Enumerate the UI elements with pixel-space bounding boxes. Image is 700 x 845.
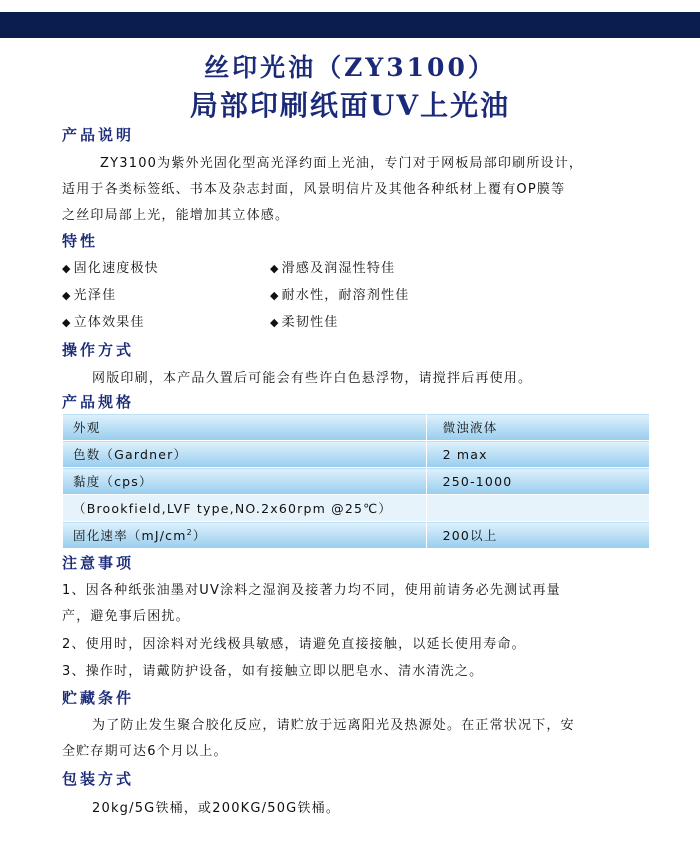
spec-label: 黏度（cps） <box>63 468 427 495</box>
spec-value: 微浊液体 <box>426 414 649 441</box>
diamond-bullet-icon: ◆ <box>270 262 280 275</box>
spec-value: 200以上 <box>426 522 649 549</box>
feature-item: ◆ 光泽佳 <box>62 288 117 303</box>
diamond-bullet-icon: ◆ <box>270 289 280 302</box>
table-row <box>63 414 650 441</box>
description-line-2: 适用于各类标签纸、书本及杂志封面，风景明信片及其他各种纸材上覆有OP膜等 <box>62 182 566 197</box>
spec-label: （Brookfield,LVF type,NO.2x60rpm @25℃） <box>63 495 427 522</box>
top-banner <box>0 12 700 38</box>
diamond-bullet-icon: ◆ <box>270 316 280 329</box>
table-row <box>63 495 650 522</box>
spec-table <box>62 413 650 549</box>
section-heading-features: 特性 <box>62 232 99 250</box>
notes-line-3: 2、使用时，因涂料对光线极具敏感，请避免直接接触，以延长使用寿命。 <box>62 637 526 652</box>
table-row <box>63 522 650 549</box>
notes-line-1: 1、因各种纸张油墨对UV涂料之湿润及接著力均不同，使用前请务必先测试再量 <box>62 583 561 598</box>
title-line-2: 局部印刷纸面UV上光油 <box>189 89 511 122</box>
spec-value <box>426 495 649 522</box>
feature-item: ◆ 柔韧性佳 <box>270 315 339 330</box>
notes-line-2: 产，避免事后困扰。 <box>62 609 190 624</box>
section-heading-packaging: 包装方式 <box>62 770 135 788</box>
feature-item: ◆ 固化速度极快 <box>62 261 159 276</box>
table-row <box>63 468 650 495</box>
operation-text: 网版印刷，本产品久置后可能会有些许白色悬浮物，请搅拌后再使用。 <box>92 371 533 386</box>
storage-line-2: 全贮存期可达6个月以上。 <box>62 744 228 759</box>
feature-item: ◆ 滑感及润湿性特佳 <box>270 261 396 276</box>
description-line-1: ZY3100为紫外光固化型高光泽约面上光油，专门对于网板局部印刷所设计， <box>100 156 584 171</box>
description-line-3: 之丝印局部上光，能增加其立体感。 <box>62 208 290 223</box>
title-line-1: 丝印光油（ZY3100） <box>204 53 496 82</box>
spec-label: 固化速率$(mJ/cm^2)$ <box>63 522 427 549</box>
section-heading-notes: 注意事项 <box>62 554 135 572</box>
packaging-text: 20kg/5G铁桶，或200KG/50G铁桶。 <box>92 801 341 816</box>
spec-label: 外观 <box>63 414 427 441</box>
feature-item: ◆ 耐水性，耐溶剂性佳 <box>270 288 410 303</box>
spec-value: 2 max <box>426 441 649 468</box>
section-heading-storage: 贮藏条件 <box>62 689 135 707</box>
storage-line-1: 为了防止发生聚合胶化反应，请贮放于远离阳光及热源处。在正常状况下，安 <box>92 718 575 733</box>
section-heading-description: 产品说明 <box>62 126 135 144</box>
section-heading-specs: 产品规格 <box>62 393 135 411</box>
spec-label: 色数（Gardner） <box>63 441 427 468</box>
diamond-bullet-icon: ◆ <box>62 316 72 329</box>
diamond-bullet-icon: ◆ <box>62 289 72 302</box>
notes-line-4: 3、操作时，请戴防护设备，如有接触立即以肥皂水、清水清洗之。 <box>62 664 484 679</box>
spec-value: 250-1000 <box>426 468 649 495</box>
feature-item: ◆ 立体效果佳 <box>62 315 145 330</box>
section-heading-operation: 操作方式 <box>62 341 135 359</box>
diamond-bullet-icon: ◆ <box>62 262 72 275</box>
table-row <box>63 441 650 468</box>
